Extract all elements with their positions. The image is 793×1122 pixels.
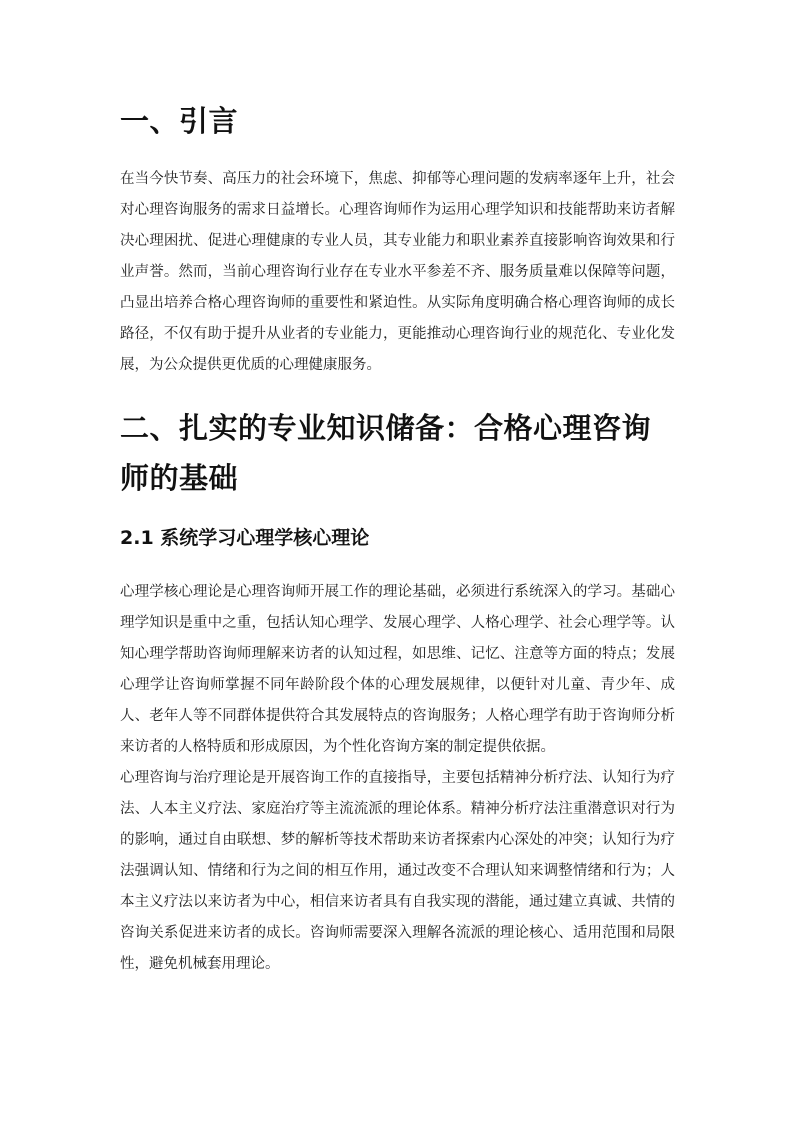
introduction-paragraph: 在当今快节奏、高压力的社会环境下，焦虑、抑郁等心理问题的发病率逐年上升，社会对心理咨询服务的需求日益增长。心理咨询师作为运用心理学知识和技能帮助来访者解决心理困扰、促进心理健康的专业人员，其专业能力和职业素养直接影响咨询效果和行业声誉。然而，当前心理咨询行业存在专业水平参差不齐、服务质量难以保障等问题，凸显出培养合格心理咨询师的重要性和紧迫性。从实际角度明确合格心理咨询师的成长路径，不仅有助于提升从业者的专业能力，更能推动心理咨询行业的规范化、专业化发展，为公众提供更优质的心理健康服务。 [120,171,675,373]
subsection-heading-core-theory: 2.1 系统学习心理学核心理论 [120,527,370,549]
section-heading-knowledge: 二、扎实的专业知识储备：合格心理咨询师的基础 [120,411,652,495]
core-theory-paragraph-2: 心理咨询与治疗理论是开展咨询工作的直接指导，主要包括精神分析疗法、认知行为疗法、人本主义疗法、家庭治疗等主流流派的理论体系。精神分析疗法注重潜意识对行为的影响，通过自由联想、梦的解析等技术帮助来访者探索内心深处的冲突；认知行为疗法强调认知、情绪和行为之间的相互作用，通过改变不合理认知来调整情绪和行为；人本主义疗法以来访者为中心，相信来访者具有自我实现的潜能，通过建立真诚、共情的咨询关系促进来访者的成长。咨询师需要深入理解各流派的理论核心、适用范围和局限性，避免机械套用理论。 [120,770,675,972]
section-heading-introduction: 一、引言 [120,104,239,138]
document-body [120,96,675,980]
core-theory-paragraph-1: 心理学核心理论是心理咨询师开展工作的理论基础，必须进行系统深入的学习。基础心理学知识是重中之重，包括认知心理学、发展心理学、人格心理学、社会心理学等。认知心理学帮助咨询师理解来访者的认知过程，如思维、记忆、注意等方面的特点；发展心理学让咨询师掌握不同年龄阶段个体的心理发展规律，以便针对儿童、青少年、成人、老年人等不同群体提供符合其发展特点的咨询服务；人格心理学有助于咨询师分析来访者的人格特质和形成原因，为个性化咨询方案的制定提供依据。 [120,584,675,755]
